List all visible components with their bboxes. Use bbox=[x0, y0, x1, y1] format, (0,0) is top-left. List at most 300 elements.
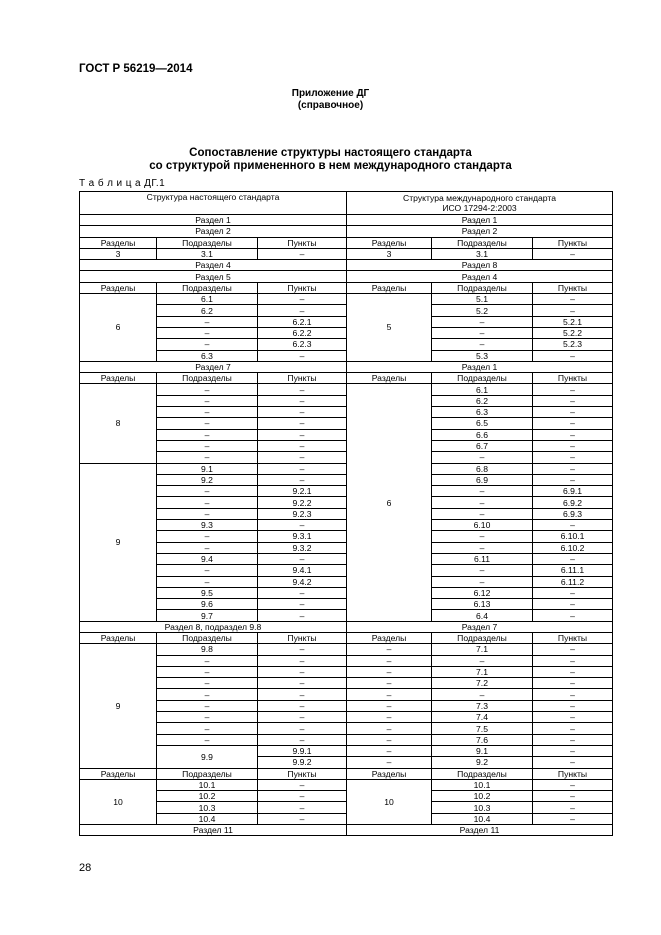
table-row bbox=[80, 463, 613, 474]
right-cell: – bbox=[432, 689, 533, 700]
left-cell: 9.9.1 bbox=[258, 745, 347, 756]
right-cell: – bbox=[432, 542, 533, 553]
left-cell: – bbox=[157, 542, 258, 553]
right-cell: – bbox=[533, 689, 613, 700]
left-cell: 6 bbox=[80, 294, 157, 362]
left-cell: – bbox=[157, 565, 258, 576]
right-cell: – bbox=[533, 666, 613, 677]
section-row bbox=[80, 361, 613, 372]
right-column-header: Подразделы bbox=[432, 768, 533, 779]
right-cell: – bbox=[533, 305, 613, 316]
right-cell: 6.11.2 bbox=[533, 576, 613, 587]
table-row bbox=[80, 666, 613, 677]
right-cell: 6.6 bbox=[432, 429, 533, 440]
table-row bbox=[80, 327, 613, 338]
left-cell: 10 bbox=[80, 779, 157, 824]
section-title-line-2: со структурой примененного в нем международного стандарта bbox=[149, 160, 512, 172]
left-column-header: Разделы bbox=[80, 373, 157, 384]
left-column-header: Разделы bbox=[80, 282, 157, 293]
table-row bbox=[80, 745, 613, 756]
left-cell: – bbox=[157, 395, 258, 406]
right-cell: 7.1 bbox=[432, 666, 533, 677]
left-cell: – bbox=[157, 497, 258, 508]
table-row bbox=[80, 813, 613, 824]
left-cell: 9.5 bbox=[157, 587, 258, 598]
left-structure-header: Структура настоящего стандарта bbox=[80, 192, 347, 215]
right-cell: – bbox=[347, 700, 432, 711]
table-row bbox=[80, 429, 613, 440]
left-cell: – bbox=[258, 655, 347, 666]
right-cell: 6.10.2 bbox=[533, 542, 613, 553]
right-cell: 10 bbox=[347, 779, 432, 824]
right-cell: – bbox=[533, 757, 613, 768]
left-cell: – bbox=[258, 384, 347, 395]
left-cell: – bbox=[258, 791, 347, 802]
table-row bbox=[80, 407, 613, 418]
table-row bbox=[80, 508, 613, 519]
right-cell: 6.1 bbox=[432, 384, 533, 395]
right-cell: 6.13 bbox=[432, 599, 533, 610]
right-section-cell: Раздел 4 bbox=[347, 271, 613, 282]
left-cell: 9.3.1 bbox=[258, 531, 347, 542]
left-cell: – bbox=[258, 407, 347, 418]
left-cell: – bbox=[157, 384, 258, 395]
left-section-cell: Раздел 1 bbox=[80, 215, 347, 226]
right-cell: 3.1 bbox=[432, 248, 533, 259]
left-cell: 6.2.2 bbox=[258, 327, 347, 338]
left-cell: – bbox=[258, 644, 347, 655]
left-cell: – bbox=[157, 486, 258, 497]
right-cell: – bbox=[432, 565, 533, 576]
left-cell: 9.9 bbox=[157, 745, 258, 768]
left-cell: – bbox=[258, 599, 347, 610]
right-column-header: Подразделы bbox=[432, 373, 533, 384]
left-cell: 9.8 bbox=[157, 644, 258, 655]
table-row bbox=[80, 779, 613, 790]
right-cell: 5.2.1 bbox=[533, 316, 613, 327]
table-row bbox=[80, 802, 613, 813]
table-row bbox=[80, 531, 613, 542]
left-cell: – bbox=[157, 723, 258, 734]
right-cell: – bbox=[533, 440, 613, 451]
left-cell: – bbox=[258, 666, 347, 677]
left-cell: – bbox=[258, 689, 347, 700]
right-cell: – bbox=[533, 802, 613, 813]
right-cell: 7.3 bbox=[432, 700, 533, 711]
section-row bbox=[80, 260, 613, 271]
left-cell: 8 bbox=[80, 384, 157, 463]
right-section-cell: Раздел 1 bbox=[347, 215, 613, 226]
left-cell: – bbox=[157, 508, 258, 519]
left-cell: – bbox=[258, 723, 347, 734]
right-column-header: Разделы bbox=[347, 282, 432, 293]
right-column-header: Подразделы bbox=[432, 237, 533, 248]
right-section-cell: Раздел 8 bbox=[347, 260, 613, 271]
right-cell: – bbox=[533, 463, 613, 474]
left-column-header: Подразделы bbox=[157, 768, 258, 779]
left-cell: – bbox=[258, 712, 347, 723]
right-cell: – bbox=[347, 666, 432, 677]
right-cell: – bbox=[432, 486, 533, 497]
right-cell: – bbox=[533, 452, 613, 463]
table-row bbox=[80, 734, 613, 745]
table-row bbox=[80, 350, 613, 361]
left-cell: – bbox=[258, 350, 347, 361]
right-cell: – bbox=[347, 678, 432, 689]
right-cell: 6.7 bbox=[432, 440, 533, 451]
left-cell: – bbox=[258, 553, 347, 564]
right-cell: 7.2 bbox=[432, 678, 533, 689]
left-cell: 3 bbox=[80, 248, 157, 259]
left-cell: 10.1 bbox=[157, 779, 258, 790]
right-cell: – bbox=[533, 429, 613, 440]
left-column-header: Пункты bbox=[258, 282, 347, 293]
table-row bbox=[80, 565, 613, 576]
document-header: ГОСТ Р 56219—2014 bbox=[79, 63, 193, 75]
right-cell: 6.3 bbox=[432, 407, 533, 418]
left-cell: 9.2.1 bbox=[258, 486, 347, 497]
left-cell: – bbox=[157, 666, 258, 677]
left-cell: – bbox=[157, 339, 258, 350]
left-section-cell: Раздел 5 bbox=[80, 271, 347, 282]
left-cell: – bbox=[157, 576, 258, 587]
left-section-cell: Раздел 4 bbox=[80, 260, 347, 271]
table-row bbox=[80, 791, 613, 802]
right-cell: – bbox=[347, 644, 432, 655]
left-column-header: Подразделы bbox=[157, 237, 258, 248]
left-cell: – bbox=[157, 327, 258, 338]
left-cell: – bbox=[157, 407, 258, 418]
left-cell: – bbox=[258, 452, 347, 463]
left-cell: 6.2.1 bbox=[258, 316, 347, 327]
table-row bbox=[80, 553, 613, 564]
table-row bbox=[80, 339, 613, 350]
right-structure-header bbox=[347, 192, 613, 215]
right-cell: – bbox=[533, 655, 613, 666]
table-row bbox=[80, 294, 613, 305]
table-row bbox=[80, 486, 613, 497]
left-cell: – bbox=[258, 305, 347, 316]
right-cell: – bbox=[533, 678, 613, 689]
right-cell: – bbox=[347, 757, 432, 768]
right-cell: 6.10 bbox=[432, 520, 533, 531]
right-cell: 6.2 bbox=[432, 395, 533, 406]
right-cell: 6.11 bbox=[432, 553, 533, 564]
left-cell: – bbox=[258, 587, 347, 598]
right-cell: 5.2.2 bbox=[533, 327, 613, 338]
right-cell: 7.5 bbox=[432, 723, 533, 734]
left-cell: 9.9.2 bbox=[258, 757, 347, 768]
right-cell: 6.10.1 bbox=[533, 531, 613, 542]
section-row bbox=[80, 271, 613, 282]
right-cell: 6.9.3 bbox=[533, 508, 613, 519]
appendix-note: (справочное) bbox=[297, 100, 364, 111]
right-cell: 10.3 bbox=[432, 802, 533, 813]
right-cell: 6.12 bbox=[432, 587, 533, 598]
table-row bbox=[80, 587, 613, 598]
left-cell: 9 bbox=[80, 644, 157, 768]
left-section-cell: Раздел 11 bbox=[80, 825, 347, 836]
left-cell: – bbox=[258, 418, 347, 429]
left-column-header: Пункты bbox=[258, 237, 347, 248]
right-cell: 5.1 bbox=[432, 294, 533, 305]
table-row bbox=[80, 474, 613, 485]
left-cell: – bbox=[157, 689, 258, 700]
right-section-cell: Раздел 1 bbox=[347, 361, 613, 372]
section-row bbox=[80, 621, 613, 632]
left-cell: – bbox=[258, 520, 347, 531]
right-cell: – bbox=[533, 418, 613, 429]
left-cell: 6.2.3 bbox=[258, 339, 347, 350]
right-cell: – bbox=[432, 327, 533, 338]
right-column-header: Пункты bbox=[533, 632, 613, 643]
right-cell: 10.4 bbox=[432, 813, 533, 824]
right-cell: – bbox=[533, 294, 613, 305]
table-row bbox=[80, 418, 613, 429]
right-cell: – bbox=[533, 350, 613, 361]
right-cell: – bbox=[533, 610, 613, 621]
left-column-header: Разделы bbox=[80, 237, 157, 248]
left-cell: 9.3 bbox=[157, 520, 258, 531]
right-cell: 7.1 bbox=[432, 644, 533, 655]
right-cell: – bbox=[432, 452, 533, 463]
right-cell: 9.2 bbox=[432, 757, 533, 768]
left-cell: 9.2.2 bbox=[258, 497, 347, 508]
right-cell: – bbox=[347, 655, 432, 666]
left-cell: – bbox=[157, 712, 258, 723]
right-cell: 5.2 bbox=[432, 305, 533, 316]
right-cell: – bbox=[432, 531, 533, 542]
left-cell: 9.4 bbox=[157, 553, 258, 564]
table-row bbox=[80, 689, 613, 700]
right-cell: – bbox=[533, 520, 613, 531]
table-row bbox=[80, 452, 613, 463]
left-cell: 10.4 bbox=[157, 813, 258, 824]
right-column-header: Пункты bbox=[533, 237, 613, 248]
left-cell: 9.2.3 bbox=[258, 508, 347, 519]
table-row bbox=[80, 520, 613, 531]
right-cell: – bbox=[347, 734, 432, 745]
right-section-cell: Раздел 7 bbox=[347, 621, 613, 632]
right-cell: – bbox=[533, 599, 613, 610]
left-cell: 9.1 bbox=[157, 463, 258, 474]
table-row bbox=[80, 723, 613, 734]
left-cell: – bbox=[258, 779, 347, 790]
right-cell: – bbox=[347, 745, 432, 756]
left-cell: – bbox=[157, 429, 258, 440]
table-row bbox=[80, 395, 613, 406]
table-row bbox=[80, 610, 613, 621]
table-label: Т а б л и ц а ДГ.1 bbox=[79, 178, 166, 189]
left-cell: – bbox=[258, 294, 347, 305]
right-cell: – bbox=[533, 723, 613, 734]
right-cell: – bbox=[533, 734, 613, 745]
left-column-header: Подразделы bbox=[157, 632, 258, 643]
right-column-header: Разделы bbox=[347, 632, 432, 643]
right-cell: 10.1 bbox=[432, 779, 533, 790]
right-cell: – bbox=[347, 723, 432, 734]
left-cell: – bbox=[157, 531, 258, 542]
table-row bbox=[80, 678, 613, 689]
left-cell: – bbox=[157, 678, 258, 689]
section-row bbox=[80, 226, 613, 237]
left-column-header: Подразделы bbox=[157, 373, 258, 384]
right-cell: – bbox=[432, 508, 533, 519]
left-cell: 9.4.1 bbox=[258, 565, 347, 576]
left-cell: – bbox=[258, 802, 347, 813]
left-cell: 6.3 bbox=[157, 350, 258, 361]
left-cell: – bbox=[157, 440, 258, 451]
left-cell: – bbox=[157, 452, 258, 463]
right-column-header: Подразделы bbox=[432, 282, 533, 293]
right-cell: 6.11.1 bbox=[533, 565, 613, 576]
right-cell: 6.5 bbox=[432, 418, 533, 429]
table-row bbox=[80, 248, 613, 259]
column-header-row bbox=[80, 632, 613, 643]
right-column-header: Пункты bbox=[533, 282, 613, 293]
right-cell: 7.4 bbox=[432, 712, 533, 723]
right-cell: – bbox=[432, 655, 533, 666]
right-column-header: Пункты bbox=[533, 768, 613, 779]
table-row bbox=[80, 599, 613, 610]
right-cell: 5 bbox=[347, 294, 432, 362]
right-cell: – bbox=[432, 576, 533, 587]
right-cell: 3 bbox=[347, 248, 432, 259]
left-section-cell: Раздел 7 bbox=[80, 361, 347, 372]
right-cell: – bbox=[533, 779, 613, 790]
table-row bbox=[80, 542, 613, 553]
section-row bbox=[80, 215, 613, 226]
section-title-line-1: Сопоставление структуры настоящего стандарта bbox=[189, 147, 472, 159]
right-cell: – bbox=[432, 316, 533, 327]
right-cell: – bbox=[533, 553, 613, 564]
left-cell: – bbox=[157, 316, 258, 327]
right-cell: – bbox=[533, 712, 613, 723]
left-cell: 9 bbox=[80, 463, 157, 621]
column-header-row bbox=[80, 282, 613, 293]
table-row bbox=[80, 576, 613, 587]
left-cell: 6.1 bbox=[157, 294, 258, 305]
left-section-cell: Раздел 8, подраздел 9.8 bbox=[80, 621, 347, 632]
comparison-table bbox=[79, 191, 613, 836]
left-column-header: Разделы bbox=[80, 632, 157, 643]
right-cell: – bbox=[533, 644, 613, 655]
right-cell: – bbox=[533, 745, 613, 756]
left-cell: 9.3.2 bbox=[258, 542, 347, 553]
table-row bbox=[80, 305, 613, 316]
left-cell: – bbox=[157, 734, 258, 745]
table-row bbox=[80, 712, 613, 723]
right-section-cell: Раздел 2 bbox=[347, 226, 613, 237]
left-column-header: Пункты bbox=[258, 768, 347, 779]
right-cell: 5.3 bbox=[432, 350, 533, 361]
left-cell: – bbox=[258, 395, 347, 406]
right-cell: – bbox=[533, 248, 613, 259]
left-cell: – bbox=[157, 655, 258, 666]
table-row bbox=[80, 655, 613, 666]
left-cell: 10.2 bbox=[157, 791, 258, 802]
right-column-header: Пункты bbox=[533, 373, 613, 384]
left-section-cell: Раздел 2 bbox=[80, 226, 347, 237]
right-cell: – bbox=[533, 813, 613, 824]
right-cell: – bbox=[347, 689, 432, 700]
page-number: 28 bbox=[79, 862, 92, 874]
left-column-header: Пункты bbox=[258, 373, 347, 384]
left-cell: – bbox=[258, 813, 347, 824]
right-cell: 9.1 bbox=[432, 745, 533, 756]
right-column-header: Подразделы bbox=[432, 632, 533, 643]
right-cell: 6.9.1 bbox=[533, 486, 613, 497]
right-column-header: Разделы bbox=[347, 237, 432, 248]
left-cell: – bbox=[258, 429, 347, 440]
column-header-row bbox=[80, 237, 613, 248]
left-cell: – bbox=[258, 610, 347, 621]
right-cell: – bbox=[533, 474, 613, 485]
left-cell: – bbox=[258, 474, 347, 485]
left-cell: – bbox=[258, 700, 347, 711]
right-cell: 7.6 bbox=[432, 734, 533, 745]
right-cell: – bbox=[533, 700, 613, 711]
right-cell: – bbox=[533, 587, 613, 598]
left-cell: – bbox=[157, 418, 258, 429]
left-cell: – bbox=[258, 734, 347, 745]
left-cell: 6.2 bbox=[157, 305, 258, 316]
left-cell: – bbox=[258, 440, 347, 451]
table-row bbox=[80, 700, 613, 711]
table-row bbox=[80, 497, 613, 508]
column-header-row bbox=[80, 373, 613, 384]
right-cell: – bbox=[432, 339, 533, 350]
right-cell: – bbox=[533, 791, 613, 802]
right-cell: 10.2 bbox=[432, 791, 533, 802]
table-header-row bbox=[80, 192, 613, 215]
right-cell: 6.9 bbox=[432, 474, 533, 485]
left-column-header: Разделы bbox=[80, 768, 157, 779]
right-cell: 5.2.3 bbox=[533, 339, 613, 350]
left-cell: – bbox=[258, 248, 347, 259]
left-cell: 10.3 bbox=[157, 802, 258, 813]
right-section-cell: Раздел 11 bbox=[347, 825, 613, 836]
left-cell: – bbox=[157, 700, 258, 711]
left-cell: 9.7 bbox=[157, 610, 258, 621]
right-cell: 6.8 bbox=[432, 463, 533, 474]
right-cell: 6.4 bbox=[432, 610, 533, 621]
left-cell: 9.6 bbox=[157, 599, 258, 610]
table-row bbox=[80, 440, 613, 451]
right-header-line-1: Структура международного стандарта bbox=[403, 192, 557, 203]
table-row bbox=[80, 384, 613, 395]
left-cell: 9.4.2 bbox=[258, 576, 347, 587]
section-title bbox=[0, 147, 661, 173]
right-cell: – bbox=[432, 497, 533, 508]
appendix-heading bbox=[0, 88, 661, 112]
table-row bbox=[80, 316, 613, 327]
left-cell: 9.2 bbox=[157, 474, 258, 485]
left-cell: – bbox=[258, 678, 347, 689]
column-header-row bbox=[80, 768, 613, 779]
right-cell: – bbox=[533, 407, 613, 418]
comparison-table-body bbox=[80, 192, 613, 836]
left-column-header: Подразделы bbox=[157, 282, 258, 293]
right-column-header: Разделы bbox=[347, 768, 432, 779]
left-column-header: Пункты bbox=[258, 632, 347, 643]
right-column-header: Разделы bbox=[347, 373, 432, 384]
right-cell: – bbox=[533, 384, 613, 395]
appendix-title: Приложение ДГ bbox=[291, 88, 370, 99]
right-cell: 6.9.2 bbox=[533, 497, 613, 508]
section-row bbox=[80, 825, 613, 836]
left-cell: – bbox=[258, 463, 347, 474]
